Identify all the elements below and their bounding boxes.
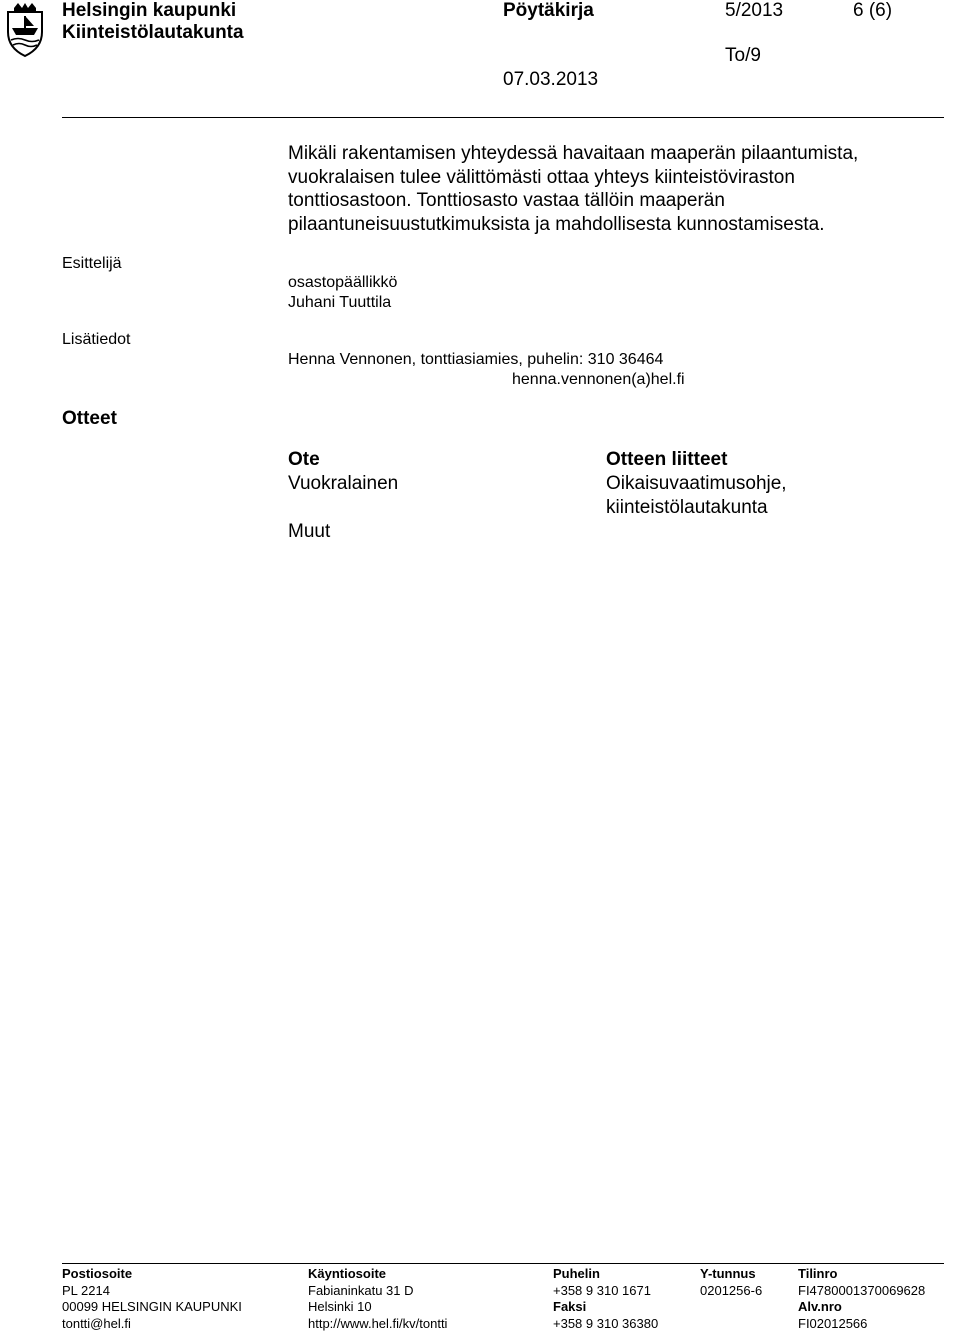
footer-business-id xyxy=(700,1266,762,1332)
meeting-date: 07.03.2013 xyxy=(503,69,599,90)
footer-line: Fabianinkatu 31 D xyxy=(308,1282,414,1298)
paragraph-line: tonttiosastoon. Tonttiosasto vastaa tällöin maaperän xyxy=(288,190,725,211)
attachments-col-header: Otteen liitteet xyxy=(606,449,728,470)
section-id: To/9 xyxy=(725,45,761,66)
footer-line: Helsinki 10 xyxy=(308,1299,372,1314)
footer-phone xyxy=(553,1266,658,1332)
footer-subheader: Faksi xyxy=(553,1299,587,1314)
footer-line: PL 2214 xyxy=(62,1282,110,1298)
footer-line xyxy=(700,1299,762,1316)
header-divider xyxy=(62,117,944,118)
footer-divider xyxy=(62,1263,944,1264)
footer-line: +358 9 310 1671 xyxy=(553,1282,651,1298)
body-paragraph xyxy=(288,142,858,236)
contact-line: Henna Vennonen, tonttiasiamies, puhelin: 310 36464 xyxy=(288,351,664,368)
extract-attachments xyxy=(606,448,787,520)
extracts-label: Otteet xyxy=(62,408,117,429)
extract-recipients xyxy=(288,448,398,544)
footer-postal-address xyxy=(62,1266,242,1332)
board-name: Kiinteistölautakunta xyxy=(62,22,244,43)
footer-account xyxy=(798,1266,925,1332)
footer-line: +358 9 310 36380 xyxy=(553,1315,659,1331)
footer-header: Puhelin xyxy=(553,1266,600,1281)
paragraph-line: pilaantuneisuustutkimuksista ja mahdollisesta kunnostamisesta. xyxy=(288,213,825,235)
footer-visiting-address xyxy=(308,1266,447,1332)
extract-spacer xyxy=(288,496,398,520)
footer-header: Käyntiosoite xyxy=(308,1266,387,1281)
footer-line: FI4780001370069628 xyxy=(798,1282,926,1298)
document-number: 5/2013 xyxy=(725,0,784,21)
org-name: Helsingin kaupunki xyxy=(62,0,237,21)
presenter-title: osastopäällikkö xyxy=(288,274,398,291)
helsinki-crest-logo xyxy=(2,2,48,58)
extract-col-header: Ote xyxy=(288,449,320,470)
footer-line: 00099 HELSINGIN KAUPUNKI xyxy=(62,1299,242,1314)
contact-email: henna.vennonen(a)hel.fi xyxy=(512,371,685,388)
footer-subheader: Alv.nro xyxy=(798,1299,842,1314)
footer-website-link[interactable]: http://www.hel.fi/kv/tontti xyxy=(308,1315,448,1331)
footer-line: 0201256-6 xyxy=(700,1282,763,1298)
attachment-item: kiinteistölautakunta xyxy=(606,497,768,518)
footer-line xyxy=(700,1316,762,1332)
footer-header: Postiosoite xyxy=(62,1266,133,1281)
footer-header: Tilinro xyxy=(798,1266,838,1281)
extract-recipient: Vuokralainen xyxy=(288,473,399,494)
footer-header: Y-tunnus xyxy=(700,1266,756,1281)
footer-email[interactable]: tontti@hel.fi xyxy=(62,1315,131,1331)
page-count: 6 (6) xyxy=(853,0,893,21)
attachment-item: Oikaisuvaatimusohje, xyxy=(606,473,787,494)
info-label: Lisätiedot xyxy=(62,331,131,348)
footer-line: FI02012566 xyxy=(798,1315,868,1331)
presenter-label: Esittelijä xyxy=(62,255,122,272)
paragraph-line: Mikäli rakentamisen yhteydessä havaitaan maaperän pilaantumista, xyxy=(288,143,859,164)
paragraph-line: vuokralaisen tulee välittömästi ottaa yhteys kiinteistöviraston xyxy=(288,166,795,188)
extract-recipient: Muut xyxy=(288,521,331,542)
presenter-name: Juhani Tuuttila xyxy=(288,294,392,311)
document-type: Pöytäkirja xyxy=(503,0,594,21)
